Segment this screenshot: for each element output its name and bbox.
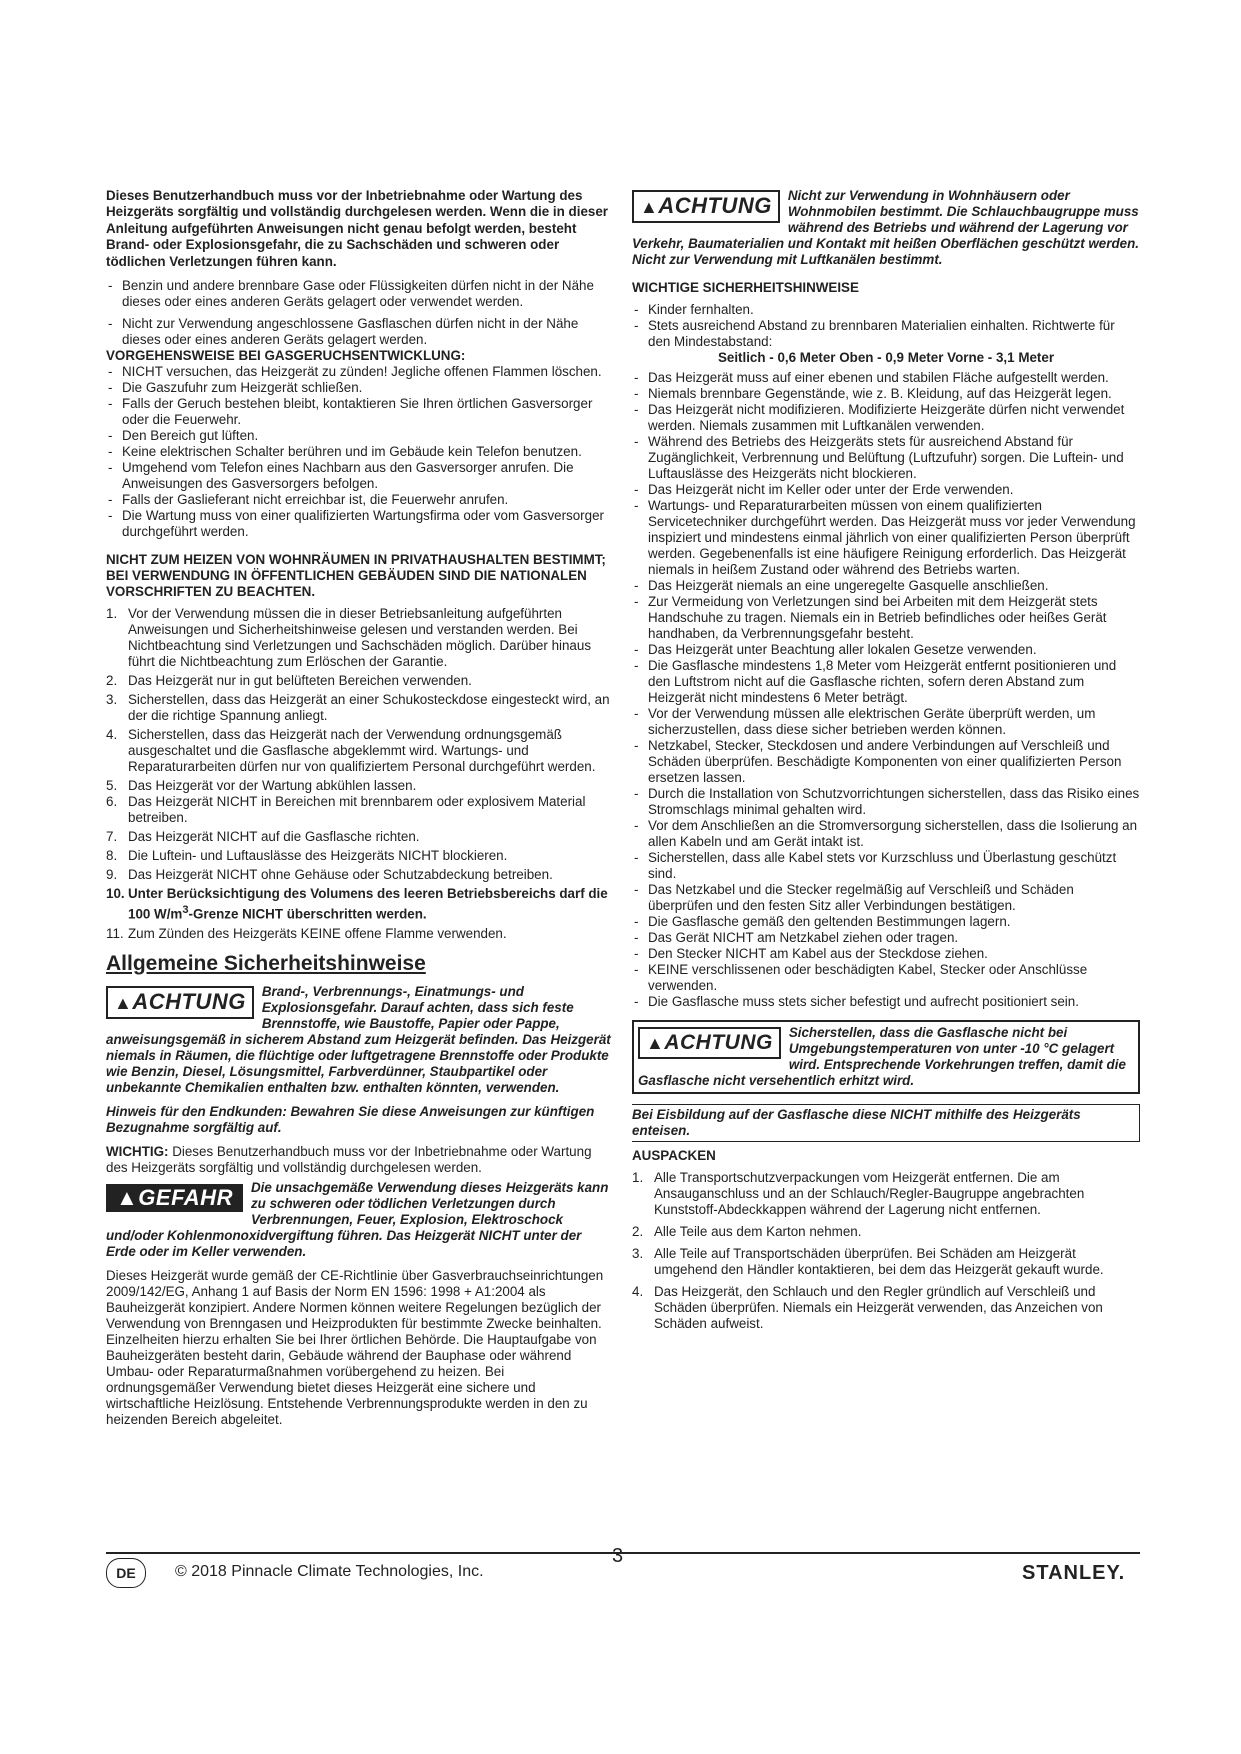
list-item: - Niemals brennbare Gegenstände, wie z. B. Kleidung, auf das Heizgerät legen. — [634, 386, 1112, 401]
list-item: - Das Heizgerät muss auf einer ebenen und stabilen Fläche aufgestellt werden. — [634, 370, 1109, 385]
numbered-item: 7. Das Heizgerät NICHT auf die Gasflasche richten. — [106, 829, 420, 845]
safety-heading: WICHTIGE SICHERHEITSHINWEISE — [632, 280, 859, 295]
numbered-item-volume: 10. Unter Berücksichtigung des Volumens des leeren Betriebsbereichs darf die 100 $W/m^3$-Grenze NICHT überschritten werden. — [106, 886, 608, 922]
warning-triangle-icon: ▲ — [114, 992, 133, 1013]
left-column — [106, 188, 614, 1428]
list-item: - Die Wartung muss von einer qualifizierten Wartungsfirma oder vom Gasversorger durchgeführt werden. — [108, 508, 604, 540]
list-item: - Das Netzkabel und die Stecker regelmäßig auf Verschleiß und Schäden überprüfen und den festen Sitz aller Verbindungen bestätigen. — [634, 882, 1074, 913]
list-item: - Das Heizgerät niemals an eine ungeregelte Gasquelle anschließen. — [634, 578, 1049, 593]
numbered-item: 2. Das Heizgerät nur in gut belüfteten Bereichen verwenden. — [106, 673, 472, 689]
danger-notice: ▲GEFAHR Die unsachgemäße Verwendung dieses Heizgeräts kann zu schweren oder tödlichen Verletzungen durch Verbrennungen, Feuer, Explosion, Elektroschock und/oder Kohlenmonoxidvergiftung führen. Das Heizgerät NICHT unter der Erde oder im Keller verwenden. — [106, 1179, 609, 1259]
list-item: - Das Heizgerät nicht modifizieren. Modifizierte Heizgeräte dürfen nicht verwendet werden. Niemals zusammen mit Luftkanälen verwenden. — [634, 402, 1125, 433]
numbered-item: 1. Alle Transportschutzverpackungen vom Heizgerät entfernen. Die am Ansauganschluss und an der Schlauch/Regler-Baugruppe angebrachten Kunststoff-Abdeckkappen während der Lagerung nicht entfernen. — [632, 1170, 1085, 1217]
warning-triangle-icon: ▲ — [116, 1184, 139, 1210]
brand-logo: STANLEY. — [1022, 1562, 1126, 1584]
warning-triangle-icon: ▲ — [640, 197, 659, 217]
list-item: - Den Bereich gut lüften. — [108, 428, 259, 444]
numbered-item: 4. Sicherstellen, dass das Heizgerät nach der Verwendung ordnungsgemäß ausgeschaltet und die Gasflasche abgeklemmt wird. Wartungs- und Reparaturarbeiten dürfen nur von qualifiziertem Personal durchgeführt werden. — [106, 727, 596, 775]
intro-warning: Dieses Benutzerhandbuch muss vor der Inbetriebnahme oder Wartung des Heizgeräts sorgfältig und vollständig durchgelesen werden. Wenn die in dieser Anleitung aufgeführten Anweisungen nicht genau befolgt werden, besteht Brand- oder Explosionsgefahr, die zu Sachschäden und schweren oder tödlichen Verletzungen führen kann. — [106, 188, 608, 269]
important-note: WICHTIG: Dieses Benutzerhandbuch muss vor der Inbetriebnahme oder Wartung des Heizgeräts sorgfältig und vollständig durchgelesen werden. — [106, 1143, 592, 1175]
section-title: Allgemeine Sicherheitshinweise — [106, 951, 426, 975]
ice-note: Bei Eisbildung auf der Gasflasche diese NICHT mithilfe des Heizgeräts enteisen. — [632, 1104, 1140, 1142]
danger-badge: ▲GEFAHR — [106, 1184, 243, 1212]
warning-badge: ▲ACHTUNG — [638, 1027, 781, 1059]
list-item: - NICHT versuchen, das Heizgerät zu zünden! Jegliche offenen Flammen löschen. — [108, 364, 602, 380]
numbered-item: 3. Alle Teile auf Transportschäden überprüfen. Bei Schäden am Heizgerät umgehend den Händler kontaktieren, bei dem das Heizgerät gekauft wurde. — [632, 1246, 1104, 1277]
list-item: - Stets ausreichend Abstand zu brennbaren Materialien einhalten. Richtwerte für den Mindestabstand: — [634, 318, 1115, 349]
gas-heading: VORGEHENSWEISE BEI GASGERUCHSENTWICKLUNG: — [106, 348, 466, 364]
numbered-item: 6. Das Heizgerät NICHT in Bereichen mit brennbarem oder explosivem Material betreiben. — [106, 794, 586, 826]
page-number: 3 — [612, 1545, 624, 1567]
list-item: - Den Stecker NICHT am Kabel aus der Steckdose ziehen. — [634, 946, 988, 961]
list-item: - Die Gasflasche mindestens 1,8 Meter vom Heizgerät entfernt positionieren und den Luftstrom nicht auf die Gasflasche richten, sofern deren Abstand zum Heizgerät nicht mindestens 6 Meter beträgt. — [634, 658, 1117, 705]
customer-hint: Hinweis für den Endkunden: Bewahren Sie diese Anweisungen zur künftigen Bezugnahme sorgfältig auf. — [106, 1103, 595, 1135]
numbered-item: 11. Zum Zünden des Heizgeräts KEINE offene Flamme verwenden. — [106, 925, 507, 941]
list-item: - Das Heizgerät nicht im Keller oder unter der Erde verwenden. — [634, 482, 1014, 497]
list-item: - Durch die Installation von Schutzvorrichtungen sicherstellen, dass das Risiko eines Stromschlags minimal gehalten wird. — [634, 786, 1140, 817]
list-item: - Wartungs- und Reparaturarbeiten müssen von einem qualifizierten Servicetechniker durchgeführt werden. Das Heizgerät muss vor jeder Verwendung inspiziert und mindestens einmal jährlich von einer qualifizierten Person überprüft werden. Gegebenenfalls ist eine häufigere Reinigung erforderlich. Das Heizgerät niemals in heißem Zustand oder während des Betriebs warten. — [634, 498, 1136, 577]
list-item: - Das Heizgerät unter Beachtung aller lokalen Gesetze verwenden. — [634, 642, 1037, 657]
ce-text: Dieses Heizgerät wurde gemäß der CE-Richtlinie über Gasverbrauchseinrichtungen 2009/142/EG, Anhang 1 auf Basis der Norm EN 1596: 1998 + A1:2004 als Bauheizgerät konzipiert. Andere Normen können weitere Regelungen bezüglich der Verwendung von Brenngasen und Heizprodukten für bestimmte Zwecke beinhalten. Einzelheiten hierzu erhalten Sie bei Ihrer örtlichen Behörde. Die Hauptaufgabe von Bauheizgeräten besteht darin, Gebäude während der Bauphase oder während Umbau- oder Reparaturmaßnahmen vorübergehend zu heizen. Bei ordnungsgemäßer Verwendung bietet dieses Heizgerät eine sichere und wirtschaftliche Heizlösung. Entstehende Verbrennungsprodukte werden in den zu heizenden Bereich abgeleitet. — [106, 1267, 604, 1427]
language-badge: DE — [106, 1558, 146, 1588]
copyright: © 2018 Pinnacle Climate Technologies, Inc. — [175, 1563, 484, 1580]
list-item: - Zur Vermeidung von Verletzungen sind bei Arbeiten mit dem Heizgerät stets Handschuhe zu tragen. Niemals ein in Betrieb befindliches oder heißes Gerät handhaben, da Verbrennungsgefahr besteht. — [634, 594, 1107, 641]
list-item: - Die Gasflasche muss stets sicher befestigt und aufrecht positioniert sein. — [634, 994, 1079, 1009]
numbered-item: 1. Vor der Verwendung müssen die in dieser Betriebsanleitung aufgeführten Anweisungen und Sicherheitshinweise gelesen und verstanden werden. Bei Nichtbeachtung sind Verletzungen und Sachschäden möglich. Darüber hinaus führt die Nichtbeachtung zum Erlöschen der Garantie. — [106, 606, 592, 670]
list-item: - Kinder fernhalten. — [634, 302, 754, 317]
list-item: - Falls der Geruch bestehen bleibt, kontaktieren Sie Ihren örtlichen Gasversorger oder die Feuerwehr. — [108, 396, 593, 428]
unpack-heading: AUSPACKEN — [632, 1148, 716, 1163]
list-item: - Netzkabel, Stecker, Steckdosen und andere Verbindungen auf Verschleiß und Schäden überprüfen. Beschädigte Komponenten von einer qualifizierten Person ersetzen lassen. — [634, 738, 1122, 785]
list-item: - Die Gasflasche gemäß den geltenden Bestimmungen lagern. — [634, 914, 1011, 929]
numbered-item: 2. Alle Teile aus dem Karton nehmen. — [632, 1224, 862, 1239]
numbered-item: 9. Das Heizgerät NICHT ohne Gehäuse oder Schutzabdeckung betreiben. — [106, 867, 553, 883]
warning-fire: ▲ACHTUNG Brand-, Verbrennungs-, Einatmungs- und Explosionsgefahr. Darauf achten, dass sich feste Brennstoffe, wie Baustoffe, Papier oder Pappe, anweisungsgemäß in sicherem Abstand zum Heizgerät befinden. Das Heizgerät niemals in Räumen, die flüchtige oder luftgetragene Brennstoffe oder Produkte wie Benzin, Diesel, Lösungsmittel, Farbverdünner, Staubpartikel oder unbekannte Chemikalien enthalten bzw. enthalten könnten, verwenden. — [106, 983, 611, 1095]
list-item: - Die Gaszufuhr zum Heizgerät schließen. — [108, 380, 363, 396]
list-item: - Vor der Verwendung müssen alle elektrischen Geräte überprüft werden, um sicherzustellen, dass diese sicher betrieben werden können. — [634, 706, 1096, 737]
list-item: - Falls der Gaslieferant nicht erreichbar ist, die Feuerwehr anrufen. — [108, 492, 509, 508]
list-item: - Vor dem Anschließen an die Stromversorgung sicherstellen, dass die Isolierung an allen Kabeln und am Gerät intakt ist. — [634, 818, 1138, 849]
list-item: - Umgehend vom Telefon eines Nachbarn aus den Gasversorger anrufen. Die Anweisungen des Gasversorgers befolgen. — [108, 460, 574, 492]
warning-triangle-icon: ▲ — [646, 1033, 665, 1053]
list-item: - Benzin und andere brennbare Gase oder Flüssigkeiten dürfen nicht in der Nähe dieses oder eines anderen Geräts gelagert oder verwendet werden. — [108, 278, 594, 310]
warning-residential: ▲ACHTUNG Nicht zur Verwendung in Wohnhäusern oder Wohnmobilen bestimmt. Die Schlauchbaugruppe muss während des Betriebs und während der Lagerung vor Verkehr, Baumaterialien und Kontakt mit heißen Oberflächen geschützt werden. Nicht zur Verwendung mit Luftkanälen bestimmt. — [632, 188, 1139, 267]
list-item: - Keine elektrischen Schalter berühren und im Gebäude kein Telefon benutzen. — [108, 444, 582, 460]
private-heading: NICHT ZUM HEIZEN VON WOHNRÄUMEN IN PRIVATHAUSHALTEN BESTIMMT; BEI VERWENDUNG IN ÖFFENTLICHEN GEBÄUDEN SIND DIE NATIONALEN VORSCHRIFTEN ZU BEACHTEN. — [106, 552, 606, 600]
numbered-item: 5. Das Heizgerät vor der Wartung abkühlen lassen. — [106, 778, 417, 794]
list-item: - KEINE verschlissenen oder beschädigten Kabel, Stecker oder Anschlüsse verwenden. — [634, 962, 1088, 993]
warning-temperature: ▲ACHTUNG Sicherstellen, dass die Gasflasche nicht bei Umgebungstemperaturen von unter -10 °C gelagert wird. Entsprechende Vorkehrungen treffen, damit die Gasflasche nicht versehentlich erhitzt wird. — [632, 1020, 1140, 1094]
numbered-item: 8. Die Luftein- und Luftauslässe des Heizgeräts NICHT blockieren. — [106, 848, 508, 864]
min-distances: Seitlich - 0,6 Meter Oben - 0,9 Meter Vorne - 3,1 Meter — [717, 350, 1055, 365]
warning-badge: ▲ACHTUNG — [106, 986, 254, 1019]
warning-badge: ▲ACHTUNG — [632, 190, 780, 223]
list-item: - Während des Betriebs des Heizgeräts stets für ausreichend Abstand für Zugänglichkeit, Verbrennung und Belüftung (Luftzufuhr) sorgen. Die Luftein- und Luftauslässe des Heizgeräts nicht blockieren. — [634, 434, 1124, 481]
list-item: - Sicherstellen, dass alle Kabel stets vor Kurzschluss und Überlastung geschützt sind. — [634, 850, 1117, 881]
numbered-item: 4. Das Heizgerät, den Schlauch und den Regler gründlich auf Verschleiß und Schäden überprüfen. Niemals ein Heizgerät verwenden, das Anzeichen von Schäden aufweist. — [632, 1284, 1103, 1331]
right-column — [632, 188, 1140, 1335]
list-item: - Nicht zur Verwendung angeschlossene Gasflaschen dürfen nicht in der Nähe dieses oder eines anderen Geräts gelagert werden. — [108, 316, 579, 348]
numbered-item: 3. Sicherstellen, dass das Heizgerät an einer Schukosteckdose eingesteckt wird, an der die richtige Spannung anliegt. — [106, 692, 610, 724]
list-item: - Das Gerät NICHT am Netzkabel ziehen oder tragen. — [634, 930, 959, 945]
